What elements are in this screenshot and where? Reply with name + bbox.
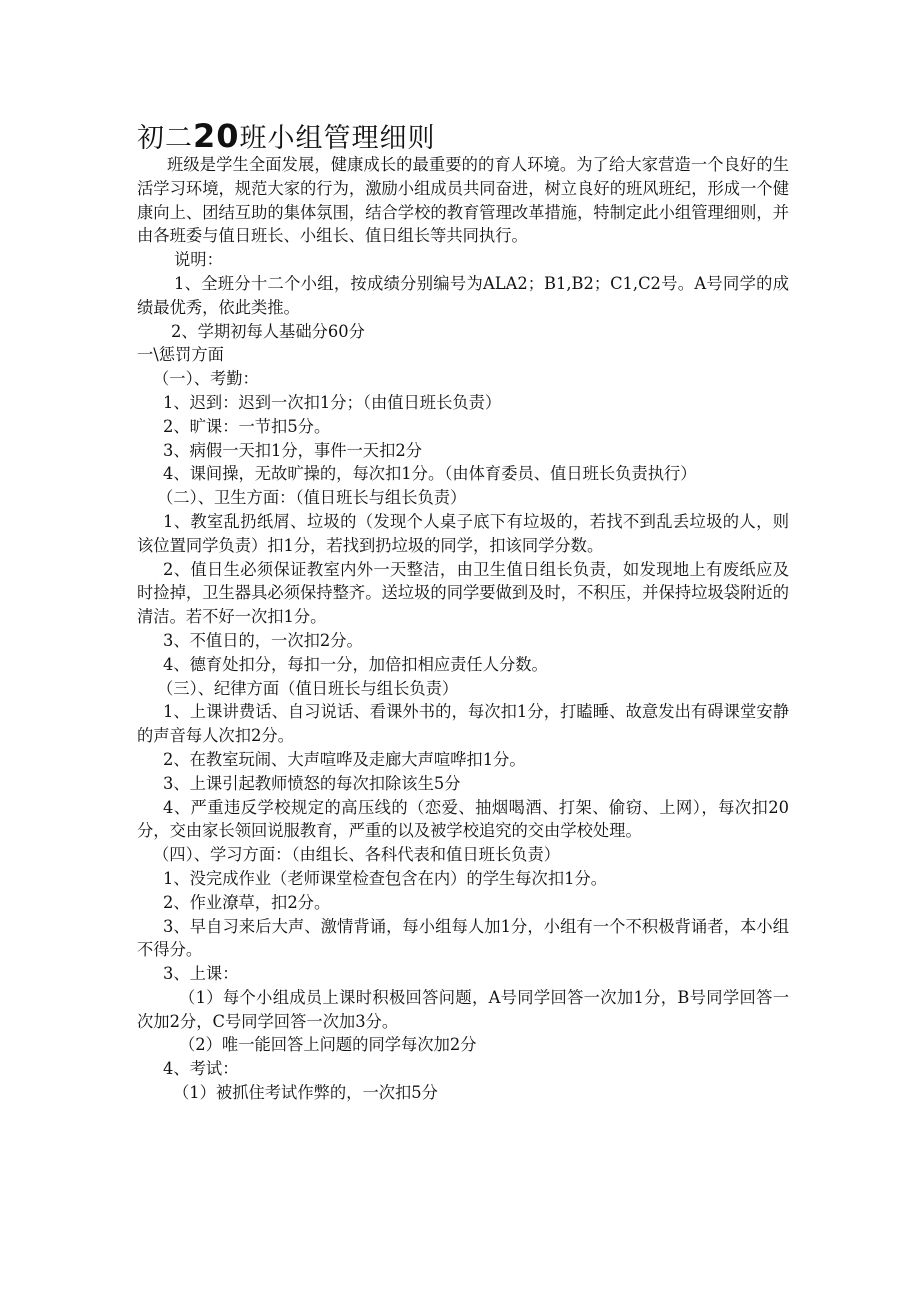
paragraph: 4、考试： (163, 1059, 239, 1079)
paragraph: 3、上课： (163, 964, 239, 984)
paragraph: 3、早自习来后大声、激情背诵，每小组每人加1分，小组有一个不积极背诵者，本小组不得分。 (137, 916, 789, 960)
paragraph: 说明： (174, 250, 223, 270)
paragraph: 2、旷课：一节扣5分。 (163, 416, 331, 436)
paragraph: 2、值日生必须保证教室内外一天整洁，由卫生值日组长负责，如发现地上有废纸应及时捡掉，卫生器具必须保持整齐。送垃圾的同学要做到及时，不积压，并保持垃圾袋附近的清洁。若不好一次扣1分。 (137, 559, 789, 627)
paragraph: （二）、卫生方面：（值日班长与组长负责） (157, 488, 467, 508)
paragraph: 1、上课讲费话、自习说话、看课外书的，每次扣1分，打瞌睡、故意发出有碍课堂安静的声音每人次扣2分。 (137, 702, 789, 746)
title-suffix: 班小组管理细则 (239, 123, 436, 154)
paragraph: （三）、纪律方面（值日班长与组长负责） (157, 678, 459, 698)
paragraph: 1、教室乱扔纸屑、垃圾的（发现个人桌子底下有垃圾的，若找不到乱丢垃圾的人，则该位置同学负责）扣1分，若找到扔垃圾的同学，扣该同学分数。 (137, 511, 789, 555)
paragraph: 3、上课引起教师愤怒的每次扣除该生5分 (163, 773, 461, 793)
paragraph: 4、课间操，无故旷操的，每次扣1分。（由体育委员、值日班长负责执行） (163, 464, 697, 484)
paragraph: 2、学期初每人基础分60分 (171, 321, 365, 341)
document-title (137, 118, 436, 157)
paragraph: 4、德育处扣分，每扣一分，加倍扣相应责任人分数。 (163, 654, 548, 674)
paragraph: （2）唯一能回答上问题的同学每次加2分 (179, 1035, 477, 1055)
paragraph: 3、病假一天扣1分，事件一天扣2分 (163, 440, 423, 460)
paragraph: （1）被抓住考试作弊的，一次扣5分 (173, 1083, 438, 1103)
title-class-number: 20 (193, 117, 240, 155)
title-prefix: 初二 (137, 123, 193, 154)
paragraph: 班级是学生全面发展，健康成长的最重要的的育人环境。为了给大家营造一个良好的生活学习环境，规范大家的行为，激励小组成员共同奋进，树立良好的班风班纪，形成一个健康向上、团结互助的集体氛围，结合学校的教育管理改革措施，特制定此小组管理细则，并由各班委与值日班长、小组长、值日组长等共同执行。 (137, 155, 789, 246)
paragraph: 2、在教室玩闹、大声喧哗及走廊大声喧哗扣1分。 (163, 749, 526, 769)
paragraph: 3、不值日的，一次扣2分。 (163, 630, 363, 650)
paragraph: （四）、学习方面：（由组长、各科代表和值日班长负责） (153, 845, 561, 865)
paragraph: 1、没完成作业（老师课堂检查包含在内）的学生每次扣1分。 (163, 868, 608, 888)
paragraph: 1、迟到：迟到一次扣1分；（由值日班长负责） (163, 392, 502, 412)
paragraph: 4、严重违反学校规定的高压线的（恋爱、抽烟喝酒、打架、偷窃、上网），每次扣20分，交由家长领回说服教育，严重的以及被学校追究的交由学校处理。 (137, 797, 789, 841)
paragraph: 2、作业潦草，扣2分。 (163, 892, 331, 912)
document-body (137, 153, 789, 1105)
paragraph: 1、全班分十二个小组，按成绩分别编号为ALA2；B1,B2；C1,C2号。A号同学的成绩最优秀，依此类推。 (137, 273, 789, 317)
paragraph: （一）、考勤： (153, 369, 259, 389)
paragraph: （1）每个小组成员上课时积极回答问题，A号同学回答一次加1分，B号同学回答一次加2分，C号同学回答一次加3分。 (137, 987, 789, 1031)
paragraph: 一\惩罚方面 (137, 345, 224, 365)
